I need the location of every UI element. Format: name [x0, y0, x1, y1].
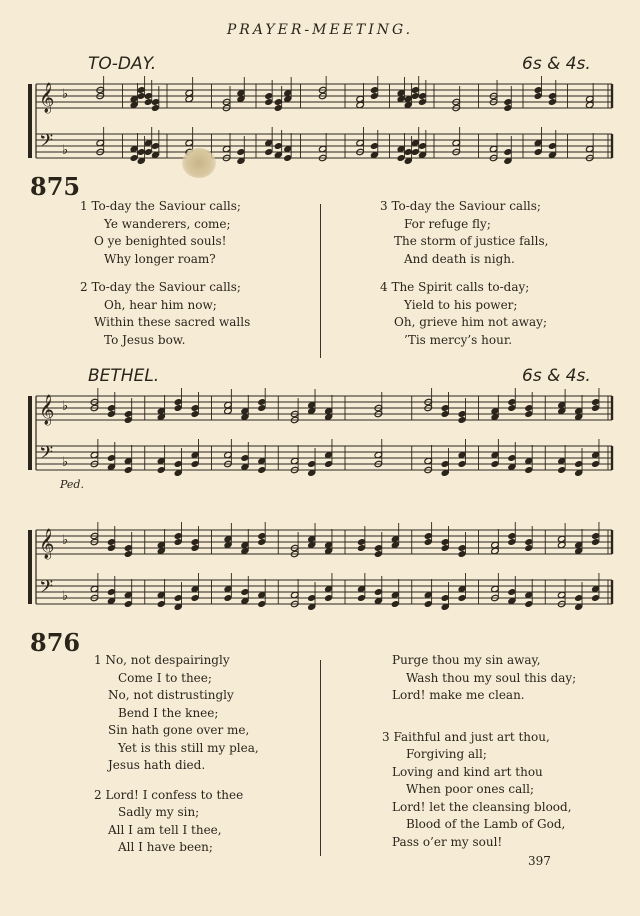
verse-line: All I have been; [118, 840, 213, 854]
verse-line: Loving and kind art thou [392, 764, 543, 779]
verse-line: Bend I the knee; [118, 705, 219, 720]
verse-line: Yield to his power; [404, 297, 518, 312]
music-system-bethel-2 [0, 522, 640, 626]
treble-clef-icon: 𝄞 [39, 529, 55, 559]
stanza [380, 198, 610, 268]
page-header: PRAYER-MEETING. [226, 22, 414, 38]
flat-sign-icon: ♭ [62, 533, 69, 548]
verse-line: Pass o’er my soul! [392, 834, 503, 849]
hymn-876-verses-left [94, 652, 314, 868]
verse-line: 2 To-day the Saviour calls; [80, 280, 241, 294]
flat-sign-icon: ♭ [62, 589, 69, 604]
verse-line: 3 Faithful and just art thou, [382, 729, 550, 744]
verse-line: Oh, grieve him not away; [394, 315, 547, 329]
system-bracket [28, 530, 32, 604]
bass-clef-icon: 𝄢 [39, 577, 54, 602]
verse-line: 4 The Spirit calls to-day; [380, 280, 530, 294]
column-divider [320, 204, 321, 358]
hymn-number-875: 875 [30, 172, 81, 201]
verse-line: Lord! make me clean. [392, 688, 525, 702]
verse-line: Jesus hath died. [108, 758, 206, 772]
verse-line: 2 Lord! I confess to thee [94, 787, 244, 802]
flat-sign-icon: ♭ [62, 87, 69, 102]
treble-clef-icon: 𝄞 [39, 83, 55, 113]
system-bracket [28, 396, 32, 470]
verse-line: Sin hath gone over me, [108, 723, 250, 737]
verse-line: To Jesus bow. [104, 332, 186, 347]
stanza [80, 198, 310, 268]
hymn-number-876: 876 [30, 628, 81, 657]
stanza [80, 279, 310, 349]
tune-name-bethel: BETHEL. [88, 366, 160, 386]
tune-name-today: TO-DAY. [88, 54, 157, 74]
verse-line: Lord! let the cleansing blood, [392, 799, 572, 814]
verse-line: Forgiving all; [406, 747, 487, 761]
verse-line: Come I to thee; [118, 670, 212, 685]
page-number: 397 [528, 854, 551, 868]
meter-875: 6s & 4s. [522, 54, 591, 74]
verse-line: All I am tell I thee, [108, 822, 222, 837]
column-divider [320, 660, 321, 856]
hymn-876-verses-right [382, 652, 612, 862]
verse-line: No, not distrustingly [108, 688, 234, 702]
verse-line: Sadly my sin; [118, 805, 200, 819]
pedal-marking: Ped. [60, 478, 84, 491]
stanza [382, 652, 612, 705]
verse-line: Oh, hear him now; [104, 297, 217, 312]
verse-line: And death is nigh. [404, 251, 515, 266]
meter-876: 6s & 4s. [522, 366, 591, 386]
verse-line: For refuge fly; [404, 216, 491, 231]
music-system-today [0, 76, 640, 168]
verse-line: 1 No, not despairingly [94, 653, 230, 667]
stanza [380, 279, 610, 349]
flat-sign-icon: ♭ [62, 455, 69, 470]
verse-line: Wash thou my soul this day; [406, 670, 577, 685]
verse-line: Why longer roam? [104, 251, 216, 266]
stanza [94, 787, 314, 857]
flat-sign-icon: ♭ [62, 143, 69, 158]
verse-line: The storm of justice falls, [394, 234, 549, 248]
verse-line: Within these sacred walls [94, 315, 251, 329]
verse-line: Ye wanderers, come; [104, 216, 231, 231]
verse-line: O ye benighted souls! [94, 234, 227, 248]
verse-line: When poor ones call; [406, 782, 535, 796]
flat-sign-icon: ♭ [62, 399, 69, 414]
hymn-875-verses-right [380, 198, 610, 360]
verse-line: ’Tis mercy’s hour. [404, 332, 513, 347]
paper-stain [182, 148, 216, 178]
verse-line: 3 To-day the Saviour calls; [380, 199, 541, 213]
bass-clef-icon: 𝄢 [39, 443, 54, 468]
stanza [94, 652, 314, 775]
treble-clef-icon: 𝄞 [39, 395, 55, 425]
verse-line: Blood of the Lamb of God, [406, 817, 566, 831]
verse-line: Purge thou my sin away, [392, 653, 541, 667]
verse-line: Yet is this still my plea, [118, 740, 259, 755]
hymn-875-verses-left [80, 198, 310, 360]
bass-clef-icon: 𝄢 [39, 131, 54, 156]
system-bracket [28, 84, 32, 158]
verse-line: 1 To-day the Saviour calls; [80, 199, 241, 213]
stanza [382, 729, 612, 852]
music-system-bethel-1 [0, 388, 640, 492]
